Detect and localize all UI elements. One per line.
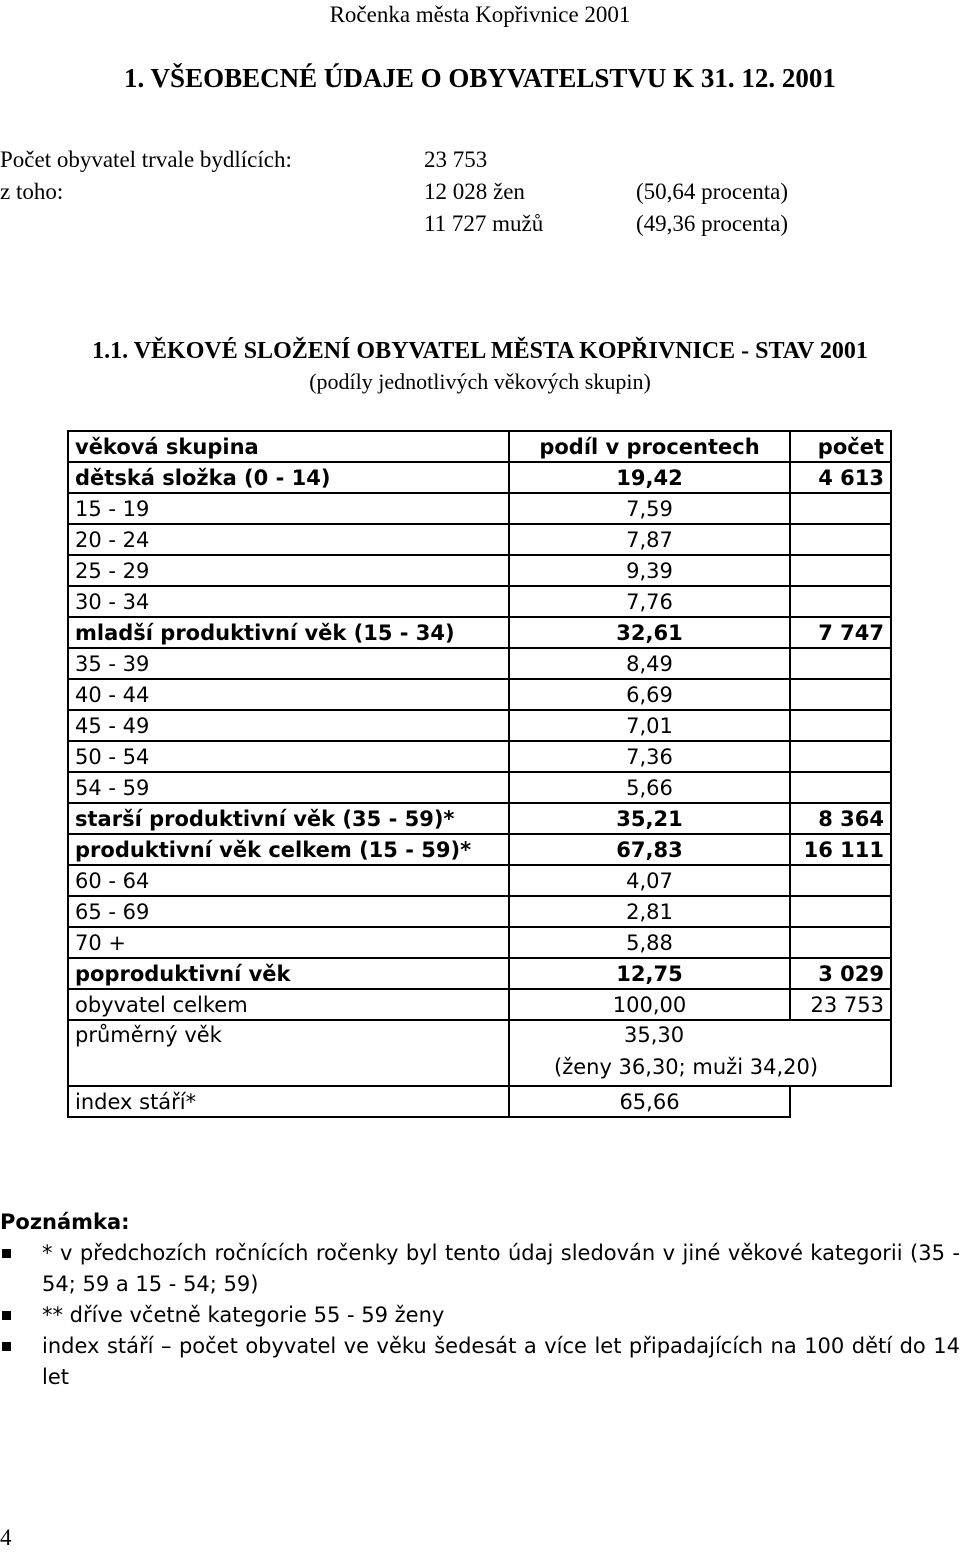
age-group-cell: obyvatel celkem <box>68 989 509 1020</box>
percent-cell: 5,66 <box>509 772 790 803</box>
note-item <box>0 1331 960 1393</box>
percent-cell: 7,36 <box>509 741 790 772</box>
age-group-cell: 20 - 24 <box>68 524 509 555</box>
women-count: 12 028 žen <box>424 179 525 204</box>
note-text: index stáří – počet obyvatel ve věku šedesát a více let připadajících na 100 dětí do 14 let <box>42 1334 960 1389</box>
count-cell <box>790 741 891 772</box>
age-group-cell: mladší produktivní věk (15 - 34) <box>68 617 509 648</box>
age-group-cell: 70 + <box>68 927 509 958</box>
age-group-cell: 30 - 34 <box>68 586 509 617</box>
table-row <box>68 586 891 617</box>
percent-cell: 7,87 <box>509 524 790 555</box>
age-group-cell: 60 - 64 <box>68 865 509 896</box>
age-group-cell: poproduktivní věk <box>68 958 509 989</box>
table-row <box>68 772 891 803</box>
count-cell: 3 029 <box>790 958 891 989</box>
count-cell: 7 747 <box>790 617 891 648</box>
page-number: 4 <box>0 1525 12 1550</box>
percent-cell: 12,75 <box>509 958 790 989</box>
table-row <box>68 958 891 989</box>
square-bullet-icon <box>2 1311 11 1320</box>
table-row <box>68 648 891 679</box>
age-group-cell: 40 - 44 <box>68 679 509 710</box>
note-item <box>0 1300 960 1331</box>
percent-cell: 9,39 <box>509 555 790 586</box>
age-index-row <box>68 1086 891 1117</box>
percent-cell: 6,69 <box>509 679 790 710</box>
age-group-cell: 45 - 49 <box>68 710 509 741</box>
count-cell <box>790 896 891 927</box>
table-row <box>68 524 891 555</box>
age-structure-table <box>67 430 892 1118</box>
section-title: 1. VŠEOBECNÉ ÚDAJE O OBYVATELSTVU K 31. 12. 2001 <box>124 63 836 93</box>
total-population-value: 23 753 <box>424 147 488 172</box>
count-cell <box>790 524 891 555</box>
percent-cell: 7,59 <box>509 493 790 524</box>
age-group-cell: 50 - 54 <box>68 741 509 772</box>
count-cell <box>790 648 891 679</box>
header-age-group: věková skupina <box>68 431 509 462</box>
square-bullet-icon <box>2 1249 11 1258</box>
empty-cell <box>790 1086 891 1117</box>
average-age-detail: (ženy 36,30; muži 34,20) <box>554 1055 819 1079</box>
age-group-cell: 15 - 19 <box>68 493 509 524</box>
total-population-label: Počet obyvatel trvale bydlících: <box>0 147 292 172</box>
average-age-value: 35,30 <box>624 1023 685 1047</box>
count-cell: 23 753 <box>790 989 891 1020</box>
table-row <box>68 679 891 710</box>
table-row <box>68 834 891 865</box>
header-percent: podíl v procentech <box>509 431 790 462</box>
table-row <box>68 462 891 493</box>
age-group-cell: 35 - 39 <box>68 648 509 679</box>
notes <box>0 1207 960 1393</box>
count-cell <box>790 710 891 741</box>
percent-cell: 8,49 <box>509 648 790 679</box>
average-age-row <box>68 1020 891 1086</box>
table-row <box>68 927 891 958</box>
percent-cell: 4,07 <box>509 865 790 896</box>
age-structure-subtitle: (podíly jednotlivých věkových skupin) <box>309 369 651 394</box>
percent-cell: 32,61 <box>509 617 790 648</box>
count-cell <box>790 927 891 958</box>
table-header-row <box>68 431 891 462</box>
count-cell: 8 364 <box>790 803 891 834</box>
percent-cell: 2,81 <box>509 896 790 927</box>
table-row <box>68 865 891 896</box>
age-index-value: 65,66 <box>509 1086 790 1117</box>
count-cell <box>790 493 891 524</box>
note-item <box>0 1238 960 1300</box>
table-row <box>68 710 891 741</box>
average-age-cell <box>509 1020 891 1086</box>
percent-cell: 19,42 <box>509 462 790 493</box>
count-cell <box>790 772 891 803</box>
percent-cell: 67,83 <box>509 834 790 865</box>
count-cell <box>790 679 891 710</box>
age-group-cell: produktivní věk celkem (15 - 59)* <box>68 834 509 865</box>
women-percent: (50,64 procenta) <box>636 179 788 204</box>
table-row <box>68 555 891 586</box>
count-cell <box>790 586 891 617</box>
table-row <box>68 617 891 648</box>
age-structure-title: 1.1. VĚKOVÉ SLOŽENÍ OBYVATEL MĚSTA KOPŘIVNICE - STAV 2001 <box>92 338 868 364</box>
age-group-cell: 65 - 69 <box>68 896 509 927</box>
count-cell: 4 613 <box>790 462 891 493</box>
age-group-cell: 54 - 59 <box>68 772 509 803</box>
men-percent: (49,36 procenta) <box>636 211 788 236</box>
age-index-label: index stáří* <box>68 1086 509 1117</box>
table-row <box>68 896 891 927</box>
percent-cell: 35,21 <box>509 803 790 834</box>
table-row <box>68 493 891 524</box>
count-cell <box>790 865 891 896</box>
percent-cell: 7,76 <box>509 586 790 617</box>
percent-cell: 7,01 <box>509 710 790 741</box>
square-bullet-icon <box>2 1342 11 1351</box>
table-row <box>68 989 891 1020</box>
age-group-cell: dětská složka (0 - 14) <box>68 462 509 493</box>
count-cell <box>790 555 891 586</box>
percent-cell: 5,88 <box>509 927 790 958</box>
table-row <box>68 803 891 834</box>
notes-title: Poznámka: <box>0 1210 130 1234</box>
average-age-label: průměrný věk <box>68 1020 509 1086</box>
header-count: počet <box>790 431 891 462</box>
note-text: * v předchozích ročnících ročenky byl tento údaj sledován v jiné věkové kategorii (35 - 54; 59 a 15 - 54; 59) <box>42 1241 960 1296</box>
age-group-cell: starší produktivní věk (35 - 59)* <box>68 803 509 834</box>
age-group-cell: 25 - 29 <box>68 555 509 586</box>
note-text: ** dříve včetně kategorie 55 - 59 ženy <box>42 1303 445 1327</box>
percent-cell: 100,00 <box>509 989 790 1020</box>
of-which-label: z toho: <box>0 179 64 204</box>
count-cell: 16 111 <box>790 834 891 865</box>
table-row <box>68 741 891 772</box>
men-count: 11 727 mužů <box>424 211 544 236</box>
page-header: Ročenka města Kopřivnice 2001 <box>329 2 631 27</box>
